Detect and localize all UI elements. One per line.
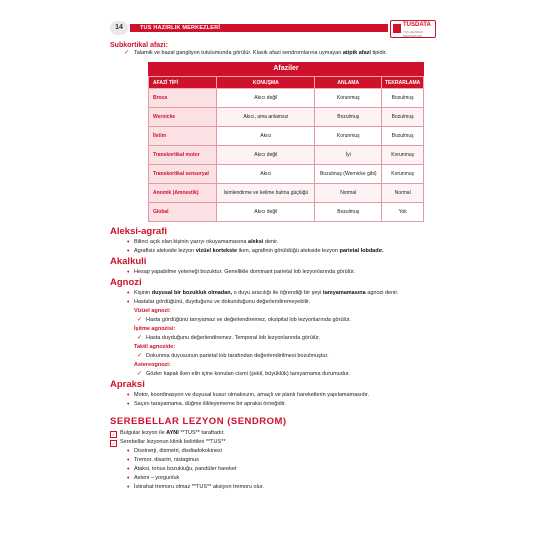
table-cell: Broca — [149, 89, 217, 108]
table-cell: Akıcı, ama anlamsız — [217, 108, 315, 127]
page-header — [110, 21, 436, 38]
table-row — [149, 146, 424, 165]
check-icon: ✓ — [137, 353, 143, 359]
logo-text: TUSDATA — [403, 22, 431, 28]
table-cell: Korunmuş — [315, 127, 382, 146]
check-icon: ✓ — [137, 317, 143, 323]
table-cell: Akıcı — [217, 127, 315, 146]
list-item: • Tremor, disartri, nistagmus — [110, 456, 436, 465]
list-item: • Dissinerji, dismetri, disdiadokokinezi — [110, 447, 436, 456]
col-header: TEKRARLAMA — [382, 77, 424, 89]
agnozi-bullet-2: • Hastalar gördüğünü, duyduğunu ve dokunduğunu değerlendiremeyebilir. — [110, 298, 436, 307]
col-header: KONUŞMA — [217, 77, 315, 89]
serebellar-box-2: ✓ Serebellar lezyonun klinik belirtileri **TUS** — [111, 439, 226, 446]
page-number: 14 — [110, 21, 128, 35]
checkbox-icon: ✓ — [111, 440, 116, 446]
table-row — [149, 203, 424, 222]
table-cell: Bozulmuş (Wernicke gibi) — [315, 165, 382, 184]
isitme-agnozi-title: İşitme agnozisi: — [134, 326, 176, 332]
isitme-agnozi-text: ✓ Hasta duyduğunu değerlendiremez. Temporal lob lezyonlarında görülür. — [137, 335, 321, 341]
table-cell: Yok — [382, 203, 424, 222]
akalkuli-bullet-1: • Hesap yapabilme yeteneği bozuktur. Genellikle dominant parietal lob lezyonlarında görülür. — [110, 268, 436, 277]
header-title: TUS HAZIRLIK MERKEZLERİ — [130, 24, 388, 32]
page-content — [110, 42, 436, 492]
agnozi-bullet-1: • Kişinin duyusal bir bozukluk olmadan, o duyu aracılığı ile öğrendiği bir şeyi tanıyamamasına agnozi denir. — [110, 289, 436, 298]
table-row — [149, 127, 424, 146]
table-cell: Akıcı — [217, 165, 315, 184]
astereognozi-text: ✓ Gözler kapalı iken elin içine konulan cismi (şekil, büyüklük) tanıyamama durumudur. — [137, 371, 350, 377]
table-row — [149, 165, 424, 184]
table-caption: Afaziler — [148, 62, 424, 76]
table-row — [149, 89, 424, 108]
aleksi-bullet-2: • Agrafisiz alekside lezyon vizüel kortekste iken, agrafinin görüldüğü alekside lezyon parietal lobdadır. — [110, 247, 436, 256]
list-item: • İstirahat tremoru olmaz **TUS** aksiyon tremoru olur. — [110, 483, 436, 492]
apraksi-bullet-1: • Motor, koordinasyon ve duyusal kusur olmaksızın, amaçlı ve planlı hareketlerin yapılamamasıdır. — [110, 391, 436, 400]
taktil-agnozi-text: ✓ Dokunma duyusunun parietal lob tarafından değerlendirilmesi bozulmuştur. — [137, 353, 329, 359]
check-icon: ✓ — [137, 335, 143, 341]
table-cell: Transkortikal motor — [149, 146, 217, 165]
subkortikal-check: ✓ Talamik ve bazal gangliyon tutulumunda görülür. Klasik afazi sendromlarına uymayan atipik afazi tipidir. — [124, 50, 387, 56]
checkbox-icon: ✓ — [111, 431, 116, 437]
serebellar-heading: SEREBELLAR LEZYON (SENDROM) — [110, 416, 287, 427]
table-cell: İyi — [315, 146, 382, 165]
list-item: • Asteni – yorgunluk — [110, 474, 436, 483]
logo-subtext: TUS HAZIRLIK MERKEZLERİ — [403, 30, 424, 38]
aleksi-bullet-1: • Bilinci açık olan kişinin yazıyı okuyamamasına aleksi denir. — [110, 238, 436, 247]
vizuel-agnozi-title: Vizüel agnozi: — [134, 308, 171, 314]
apraksi-bullet-2: • Saçını tarayamama, düğme ilikleyememe bir apraksi örneğidir. — [110, 400, 436, 409]
col-header: ANLAMA — [315, 77, 382, 89]
table-cell: Wernicke — [149, 108, 217, 127]
table-cell: Anomik (Amnestik) — [149, 184, 217, 203]
table-cell: Transkortikal sensoryal — [149, 165, 217, 184]
table-cell: Normal — [382, 184, 424, 203]
table-cell: Global — [149, 203, 217, 222]
table-cell: Korunmuş — [382, 146, 424, 165]
logo-icon — [393, 24, 401, 33]
table-cell: Korunmuş — [315, 89, 382, 108]
table-row — [149, 184, 424, 203]
table-cell: İletim — [149, 127, 217, 146]
col-header: AFAZİ TİPİ — [149, 77, 217, 89]
table-cell: Akıcı değil — [217, 89, 315, 108]
table-cell: Bozulmuş — [315, 203, 382, 222]
aleksi-heading: Aleksi-agrafi — [110, 226, 168, 237]
table-cell: Akıcı değil — [217, 146, 315, 165]
table-cell: Akıcı değil — [217, 203, 315, 222]
taktil-agnozi-title: Taktil agnozide: — [134, 344, 176, 350]
table-header-row — [149, 77, 424, 89]
logo — [390, 20, 436, 38]
subkortikal-title: Subkortikal afazi: — [110, 42, 168, 49]
table-row — [149, 108, 424, 127]
table-cell: Bozulmuş — [315, 108, 382, 127]
check-icon: ✓ — [124, 50, 130, 56]
check-icon: ✓ — [137, 371, 143, 377]
table-cell: Bozulmuş — [382, 127, 424, 146]
list-item: • Ataksi, tonus bozukluğu, pandüler hareket — [110, 465, 436, 474]
table-cell: Normal — [315, 184, 382, 203]
afazi-table — [148, 62, 424, 222]
apraksi-heading: Apraksi — [110, 379, 145, 390]
agnozi-heading: Agnozi — [110, 277, 142, 288]
akalkuli-heading: Akalkuli — [110, 256, 147, 267]
table-cell: Korunmuş — [382, 165, 424, 184]
table-cell: Bozulmuş — [382, 89, 424, 108]
table-cell: İsimlendirme ve kelime bulma güçlüğü — [217, 184, 315, 203]
serebellar-box-1: ✓ Bulgular lezyon ile AYNI **TUS** taraftadır. — [111, 430, 225, 437]
table-cell: Bozulmuş — [382, 108, 424, 127]
vizuel-agnozi-text: ✓ Hasta gördüğünü tanıyamaz ve değerlendiremez, oksipital lob lezyonlarında görülür. — [137, 317, 351, 323]
astereognozi-title: Astereognozi: — [134, 362, 171, 368]
